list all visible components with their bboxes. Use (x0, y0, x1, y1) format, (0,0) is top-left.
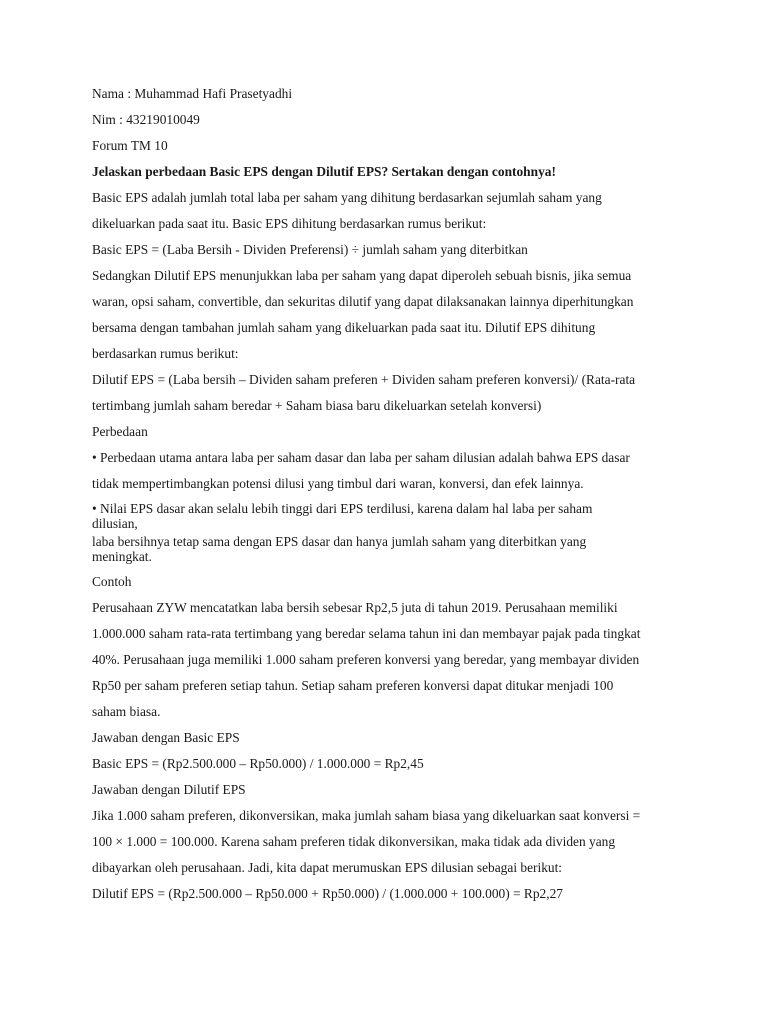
dilutif-answer-heading: Jawaban dengan Dilutif EPS (92, 782, 246, 797)
document-page (92, 85, 692, 902)
dilutif-eps-text: berdasarkan rumus berikut: (92, 346, 239, 361)
contoh-text: Perusahaan ZYW mencatatkan laba bersih sebesar Rp2,5 juta di tahun 2019. Perusahaan memiliki (92, 600, 618, 615)
basic-answer-formula: Basic EPS = (Rp2.500.000 – Rp50.000) / 1.000.000 = Rp2,45 (92, 756, 424, 771)
perbedaan-bullet: • Perbedaan utama antara laba per saham dasar dan laba per saham dilusian adalah bahwa EPS dasar (92, 450, 630, 465)
dilutif-eps-text: bersama dengan tambahan jumlah saham yang dikeluarkan pada saat itu. Dilutif EPS dihitung (92, 320, 596, 335)
dilutif-eps-text: waran, opsi saham, convertible, dan sekuritas dilutif yang dapat dilaksanakan lainnya diperhitungkan (92, 294, 634, 309)
perbedaan-bullet: • Nilai EPS dasar akan selalu lebih tinggi dari EPS terdilusi, karena dalam hal laba per saham (92, 501, 593, 516)
perbedaan-heading: Perbedaan (92, 424, 148, 439)
student-name: Nama : Muhammad Hafi Prasetyadhi (92, 86, 293, 101)
dilutif-answer-text: Jika 1.000 saham preferen, dikonversikan, maka jumlah saham biasa yang dikeluarkan saat konversi = (92, 808, 641, 823)
dilutif-eps-text: Sedangkan Dilutif EPS menunjukkan laba per saham yang dapat diperoleh sebuah bisnis, jika semua (92, 268, 632, 283)
dilutif-eps-formula: tertimbang jumlah saham beredar + Saham biasa baru dikeluarkan setelah konversi) (92, 398, 542, 413)
forum-label: Forum TM 10 (92, 138, 168, 153)
dilutif-answer-formula: Dilutif EPS = (Rp2.500.000 – Rp50.000 + Rp50.000) / (1.000.000 + 100.000) = Rp2,27 (92, 886, 563, 901)
perbedaan-bullet-block (92, 501, 692, 564)
contoh-text: 1.000.000 saham rata-rata tertimbang yang beredar selama tahun ini dan membayar pajak pada tingkat (92, 626, 641, 641)
perbedaan-bullet: laba bersihnya tetap sama dengan EPS dasar dan hanya jumlah saham yang diterbitkan yang (92, 534, 587, 549)
student-nim: Nim : 43219010049 (92, 112, 200, 127)
dilutif-eps-formula: Dilutif EPS = (Laba bersih – Dividen saham preferen + Dividen saham preferen konversi)/ (Rata-rata (92, 372, 636, 387)
basic-answer-heading: Jawaban dengan Basic EPS (92, 730, 240, 745)
contoh-heading: Contoh (92, 574, 132, 589)
dilutif-answer-text: 100 × 1.000 = 100.000. Karena saham preferen tidak dikonversikan, maka tidak ada dividen yang (92, 834, 616, 849)
question-heading: Jelaskan perbedaan Basic EPS dengan Dilutif EPS? Sertakan dengan contohnya! (92, 164, 556, 179)
dilutif-answer-text: dibayarkan oleh perusahaan. Jadi, kita dapat merumuskan EPS dilusian sebagai berikut: (92, 860, 563, 875)
perbedaan-bullet: tidak mempertimbangkan potensi dilusi yang timbul dari waran, konversi, dan efek lainnya. (92, 476, 584, 491)
perbedaan-bullet: dilusian, (92, 516, 138, 531)
contoh-text: saham biasa. (92, 704, 161, 719)
contoh-text: Rp50 per saham preferen setiap tahun. Setiap saham preferen konversi dapat ditukar menjadi 100 (92, 678, 614, 693)
perbedaan-bullet: meningkat. (92, 549, 152, 564)
contoh-text: 40%. Perusahaan juga memiliki 1.000 saham preferen konversi yang beredar, yang membayar dividen (92, 652, 640, 667)
basic-eps-text: Basic EPS adalah jumlah total laba per saham yang dihitung berdasarkan sejumlah saham yang (92, 190, 602, 205)
basic-eps-text: dikeluarkan pada saat itu. Basic EPS dihitung berdasarkan rumus berikut: (92, 216, 487, 231)
basic-eps-formula: Basic EPS = (Laba Bersih - Dividen Preferensi) ÷ jumlah saham yang diterbitkan (92, 242, 528, 257)
